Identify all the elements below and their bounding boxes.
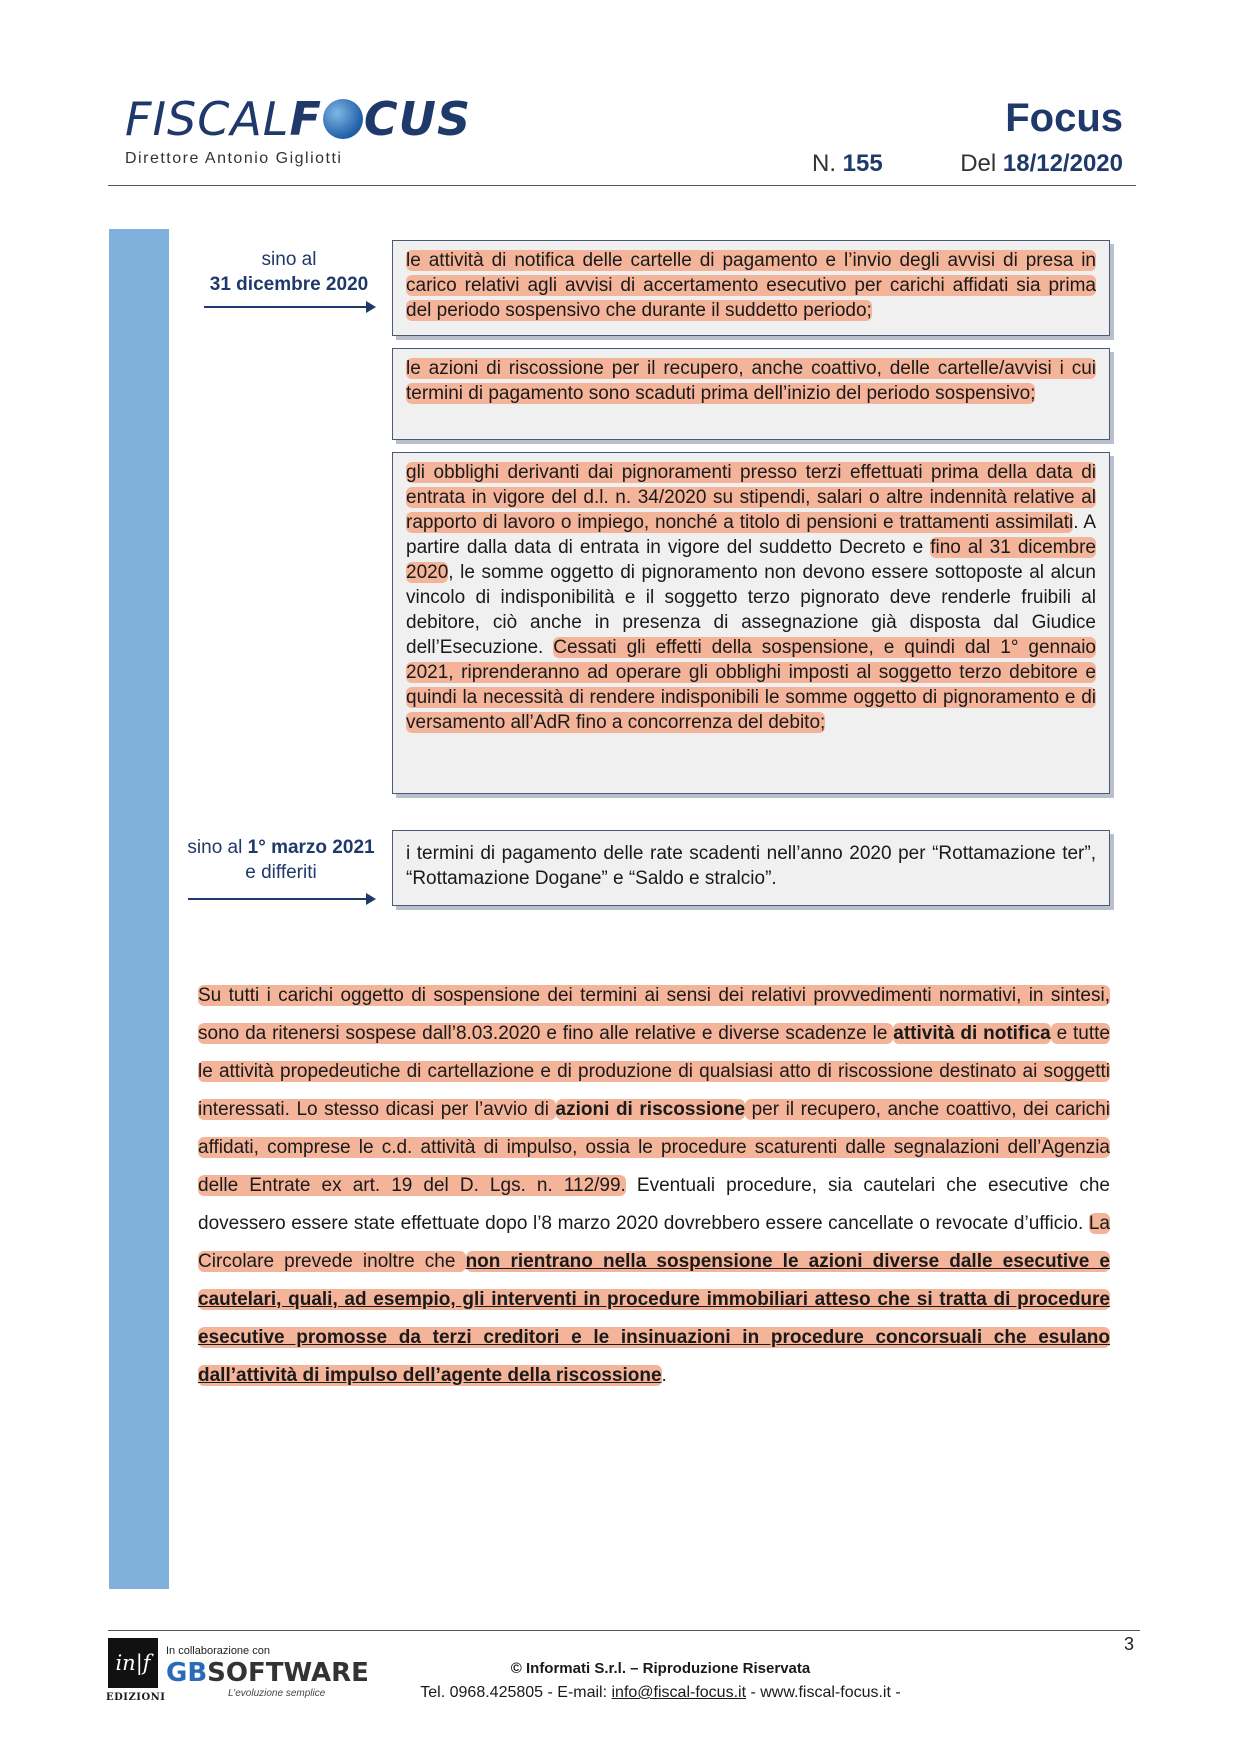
date-value: 18/12/2020 [1002,150,1123,177]
timeline-label-2-line2: e differiti [245,862,317,883]
summary-text-plain: . [661,1365,667,1386]
summary-text-plain: Eventuali procedure, sia cautelari che esecutive che dovessero essere state effettuate dopo l’8 marzo 2020 dovrebbero essere cancellate o revocate d’ufficio. [198,1175,1110,1234]
item-text-plain: . A partire dalla data di entrata in vigore del suddetto Decreto e [406,512,1096,558]
edizioni-label: EDIZIONI [106,1692,166,1703]
timeline-label-1-line1: sino al [261,249,317,270]
date-prefix: Del [960,150,997,177]
director-line: Direttore Antonio Gigliotti [125,150,343,167]
header-divider [108,185,1136,186]
summary-paragraph [198,977,1110,1395]
email-link[interactable]: info@fiscal-focus.it [611,1684,747,1701]
summary-text-bold: attività di notifica [893,1023,1051,1044]
timeline-item-box [392,348,1110,440]
page-number: 3 [1124,1634,1135,1654]
timeline-item-box [392,452,1110,794]
globe-icon [323,99,363,139]
website-link[interactable]: - www.fiscal-focus.it - [746,1684,901,1701]
summary-text-bold-underlined: non rientrano nella sospensione le azioni diverse dalle esecutive e cautelari, quali, ad esempio, gli interventi in procedure immobiliari atteso che si tratta di procedure esecutive promosse da terzi creditori e le insinuazioni in procedure concorsuali che esulano dall’attività di impulso dell’agente della riscossione [198,1251,1110,1386]
arrow-icon [204,306,374,308]
doc-type-title: Focus [1005,96,1123,140]
contact-pre: Tel. 0968.425805 - E-mail: [420,1684,612,1701]
item-text-plain: , le somme oggetto di pignoramento non devono essere sottoposte al alcun vincolo di indisponibilità e il soggetto terzo pignorato deve renderle fruibili al debitore, ciò anche in presenza di assegnazione già disposta dal Giudice dell’Esecuzione. [406,562,1096,658]
item-text-highlight: Cessati gli effetti della sospensione, e quindi dal 1° gennaio 2021, riprenderanno ad operare gli obblighi imposti al soggetto terzo debitore e quindi la necessità di rendere indisponibili le somme oggetto di pignoramento e di versamento all’AdR fino a concorrenza del debito; [406,637,1096,733]
partner-logo-g: GB [166,1658,208,1688]
footer-divider [108,1630,1140,1631]
logo-text-bold-left: F [289,92,322,146]
label-pre: sino al [187,837,248,858]
item-text-highlight: gli obblighi derivanti dai pignoramenti presso terzi effettuati prima della data di entrata in vigore del d.l. n. 34/2020 su stipendi, salari o altre indennità relative al rapporto di lavoro o impiego, nonché a titolo di pensioni e trattamenti assimilati [406,462,1096,533]
item-text-highlight: fino al 31 dicembre 2020 [406,537,1096,583]
collab-text: In collaborazione con [166,1645,270,1657]
issue-date [960,150,1123,178]
timeline-item-box [392,240,1110,336]
summary-text-highlight: La Circolare prevede inoltre che [198,1213,1110,1272]
partner-tagline: L’evoluzione semplice [228,1688,326,1699]
summary-text-highlight: per il recupero, anche coattivo, dei carichi affidati, comprese le c.d. attività di impulso, ossia le procedure scaturenti dalle segnalazioni dell’Agenzia delle Entrate ex art. 19 del D. Lgs. n. 112/99. [198,1099,1110,1196]
partner-logo-rest: SOFTWARE [207,1658,369,1688]
informati-logo: in|f [108,1638,158,1688]
timeline-label-2 [176,835,386,885]
timeline-item-text: i termini di pagamento delle rate scadenti nell’anno 2020 per “Rottamazione ter”, “Rottamazione Dogane” e “Saldo e stralcio”. [406,843,1096,889]
contact-line [0,1684,1241,1702]
arrow-icon [188,898,374,900]
label-bold: 1° marzo 2021 [247,837,375,858]
timeline-label-2-line1 [176,835,386,860]
issue-prefix: N. [812,150,836,177]
logo-text-bold-right: CUS [363,92,472,146]
timeline-label-1-line2: 31 dicembre 2020 [209,274,369,295]
side-accent-bar [109,229,169,1589]
summary-text-highlight: e tutte le attività propedeutiche di cartellazione e di produzione di qualsiasi atto di riscossione destinato ai soggetti interessati. Lo stesso dicasi per l’avvio di [198,1023,1110,1120]
logo-text-light: FISCAL [125,92,290,146]
copyright-text: © Informati S.r.l. – Riproduzione Riservata [510,1660,811,1677]
summary-text-highlight: Su tutti i carichi oggetto di sospensione dei termini ai sensi dei relativi provvedimenti normativi, in sintesi, sono da ritenersi sospese dall’8.03.2020 e fino alle relative e diverse scadenze le [198,985,1110,1044]
summary-text-bold: azioni di riscossione [555,1099,746,1120]
fiscalfocus-logo [125,92,471,146]
timeline-item-text: le azioni di riscossione per il recupero, anche coattivo, delle cartelle/avvisi i cui termini di pagamento sono scaduti prima dell’inizio del periodo sospensivo; [406,358,1096,404]
timeline-item-text: le attività di notifica delle cartelle di pagamento e l’invio degli avvisi di presa in carico relativi agli avvisi di accertamento esecutivo per carichi affidati sia prima del periodo sospensivo che durante il suddetto periodo; [406,250,1096,321]
issue-value: 155 [842,150,883,177]
timeline-item-box [392,830,1110,906]
issue-number [812,150,883,178]
timeline-label-1 [196,247,382,297]
